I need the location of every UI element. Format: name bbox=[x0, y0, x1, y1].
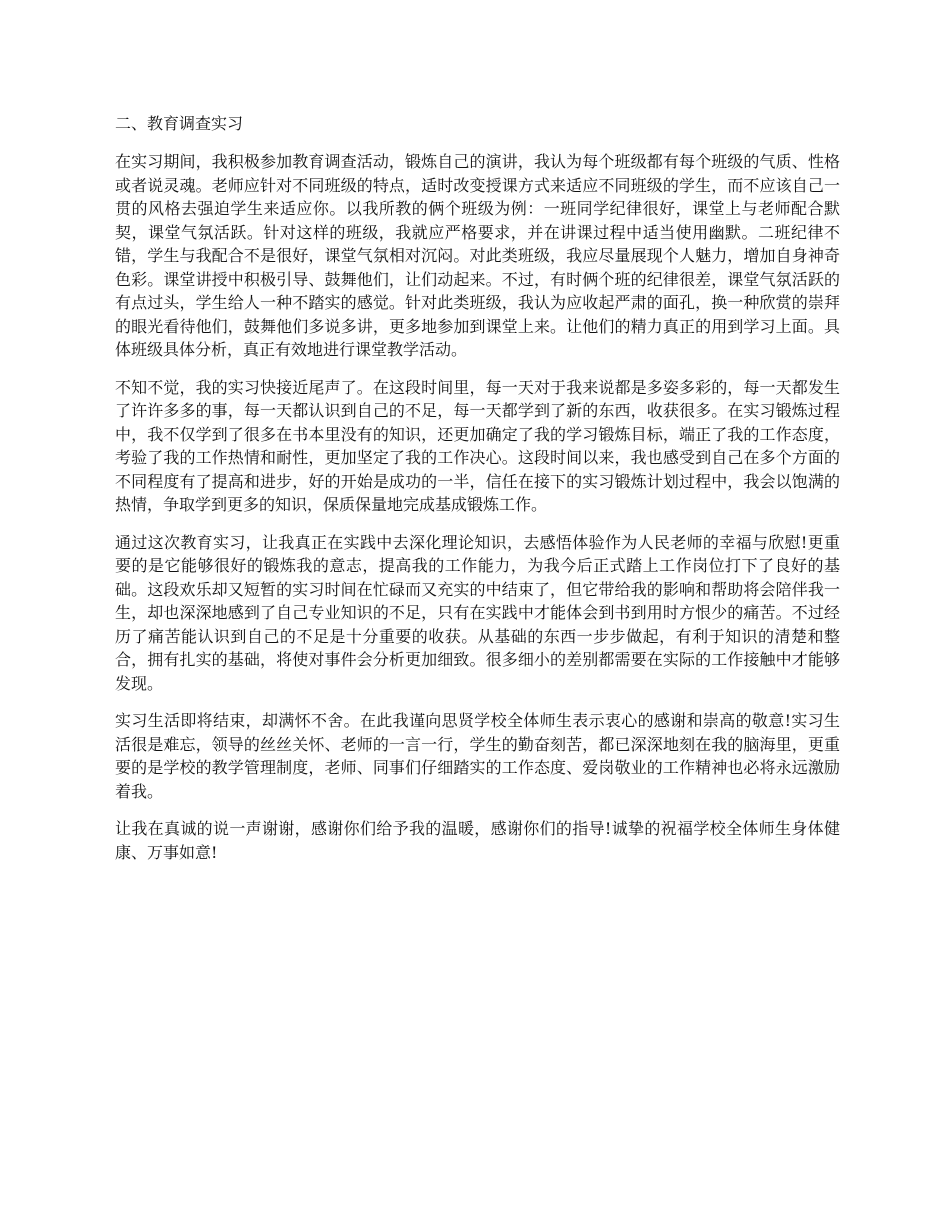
paragraph-closing: 让我在真诚的说一声谢谢，感谢你们给予我的温暖，感谢你们的指导!诚挚的祝福学校全体师生身体健康、万事如意! bbox=[115, 819, 840, 862]
section-heading: 二、教育调查实习 bbox=[115, 114, 244, 133]
paragraph-thanks: 实习生活即将结束，却满怀不舍。在此我谨向思贤学校全体师生表示衷心的感谢和崇高的敬意!实习生活很是难忘，领导的丝丝关怀、老师的一言一行，学生的勤奋刻苦，都已深深地刻在我的脑海里，更重要的是学校的教学管理制度，老师、同事们仔细踏实的工作态度、爱岗敬业的工作精神也必将永远激励着我。 bbox=[115, 711, 840, 801]
paragraph-ending: 不知不觉，我的实习快接近尾声了。在这段时间里，每一天对于我来说都是多姿多彩的，每一天都发生了许许多多的事，每一天都认识到自己的不足，每一天都学到了新的东西，收获很多。在实习锻炼过程中，我不仅学到了很多在书本里没有的知识，还更加确定了我的学习锻炼目标，端正了我的工作态度，考验了我的工作热情和耐性，更加坚定了我的工作决心。这段时间以来，我也感受到自己在多个方面的不同程度有了提高和进步，好的开始是成功的一半，信任在接下的实习锻炼计划过程中，我会以饱满的热情，争取学到更多的知识，保质保量地完成基成锻炼工作。 bbox=[115, 377, 840, 514]
paragraph-survey: 在实习期间，我积极参加教育调查活动，锻炼自己的演讲，我认为每个班级都有每个班级的气质、性格或者说灵魂。老师应针对不同班级的特点，适时改变授课方式来适应不同班级的学生，而不应该自己一贯的风格去强迫学生来适应你。以我所教的俩个班级为例：一班同学纪律很好，课堂上与老师配合默契，课堂气氛活跃。针对这样的班级，我就应严格要求，并在讲课过程中适当使用幽默。二班纪律不错，学生与我配合不是很好，课堂气氛相对沉闷。对此类班级，我应尽量展现个人魅力，增加自身神奇色彩。课堂讲授中积极引导、鼓舞他们，让们动起来。不过，有时俩个班的纪律很差，课堂气氛活跃的有点过头，学生给人一种不踏实的感觉。针对此类班级，我认为应收起严肃的面孔，换一种欣赏的崇拜的眼光看待他们，鼓舞他们多说多讲，更多地参加到课堂上来。让他们的精力真正的用到学习上面。具体班级具体分析，真正有效地进行课堂教学活动。 bbox=[115, 152, 840, 359]
paragraph-reflection: 通过这次教育实习，让我真正在实践中去深化理论知识，去感悟体验作为人民老师的幸福与欣慰!更重要的是它能够很好的锻炼我的意志，提高我的工作能力，为我今后正式踏上工作岗位打下了良好的基础。这段欢乐却又短暂的实习时间在忙碌而又充实的中结束了，但它带给我的影响和帮助将会陪伴我一生，却也深深地感到了自己专业知识的不足，只有在实践中才能体会到书到用时方恨少的痛苦。不过经历了痛苦能认识到自己的不足是十分重要的收获。从基础的东西一步步做起，有利于知识的清楚和整合，拥有扎实的基础，将使对事件会分析更加细致。很多细小的差别都需要在实际的工作接触中才能够发现。 bbox=[115, 532, 840, 693]
document-page bbox=[115, 112, 840, 878]
